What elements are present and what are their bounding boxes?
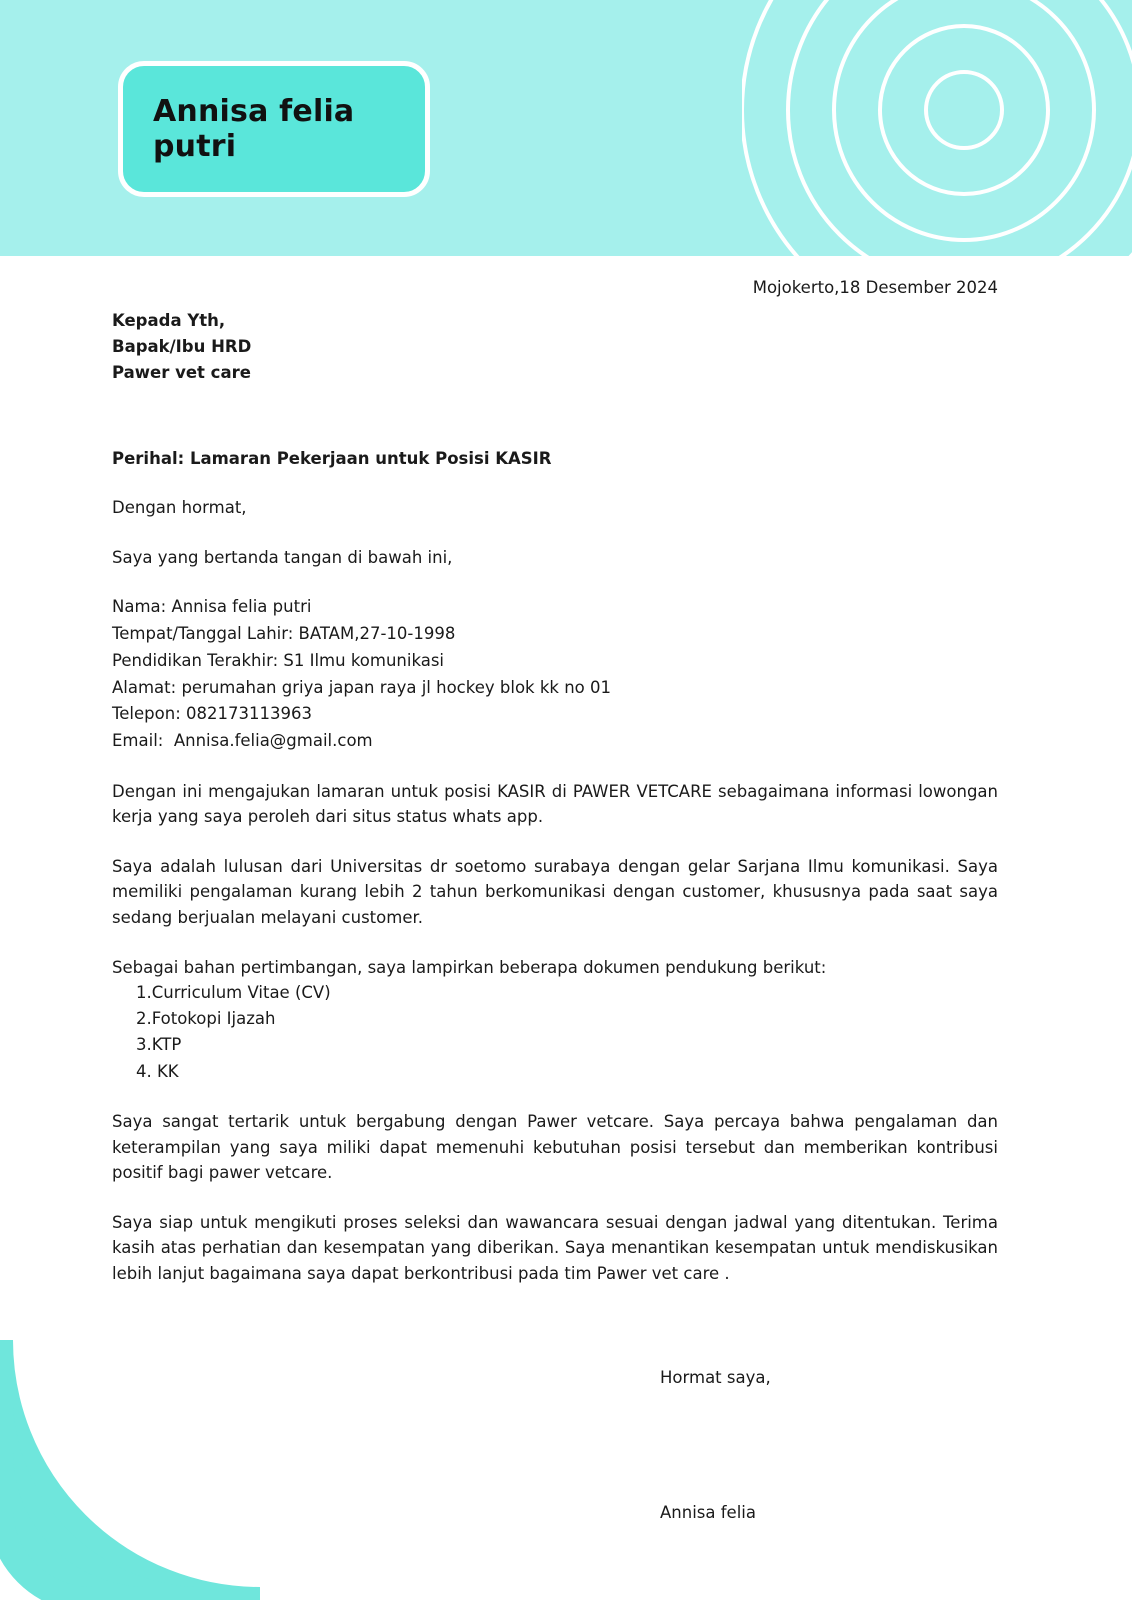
concentric-circles-icon — [742, 0, 1132, 256]
personal-details — [112, 594, 998, 754]
recipient-line-1: Kepada Yth, — [112, 311, 226, 331]
detail-email: Email: Annisa.felia@gmail.com — [112, 731, 373, 751]
paragraph-interest: Saya sangat tertarik untuk bergabung dengan Pawer vetcare. Saya percaya bahwa pengalaman dan keterampilan yang saya miliki dapat memenuhi kebutuhan posisi tersebut dan memberikan kontribusi positif bagi pawer vetcare. — [112, 1112, 998, 1183]
closing-salutation: Hormat saya, — [660, 1367, 771, 1387]
list-item: 2.Fotokopi Ijazah — [136, 1009, 276, 1029]
list-item: 3.KTP — [136, 1035, 182, 1055]
paragraph-application: Dengan ini mengajukan lamaran untuk posisi KASIR di PAWER VETCARE sebagaimana informasi lowongan kerja yang saya peroleh dari situs status whats app. — [112, 781, 998, 827]
subject-line: Perihal: Lamaran Pekerjaan untuk Posisi KASIR — [112, 449, 552, 469]
list-item: 1.Curriculum Vitae (CV) — [136, 982, 331, 1002]
recipient-block — [112, 308, 998, 386]
paragraph-closing: Saya siap untuk mengikuti proses seleksi dan wawancara sesuai dengan jadwal yang ditentukan. Terima kasih atas perhatian dan kesempatan yang diberikan. Saya menantikan kesempatan untuk mendiskusikan lebih lanjut bagaimana saya dapat berkontribusi pada tim Pawer vet care . — [112, 1212, 998, 1284]
list-item: 4. KK — [136, 1061, 179, 1081]
detail-address: Alamat: perumahan griya japan raya jl hockey blok kk no 01 — [112, 677, 611, 697]
attachments-intro: Sebagai bahan pertimbangan, saya lampirkan beberapa dokumen pendukung berikut: — [112, 957, 827, 977]
detail-education: Pendidikan Terakhir: S1 Ilmu komunikasi — [112, 650, 445, 670]
attachments-list — [112, 980, 998, 1086]
letter-body — [112, 256, 998, 1525]
intro-line: Saya yang bertanda tangan di bawah ini, — [112, 547, 453, 567]
detail-birth: Tempat/Tanggal Lahir: BATAM,27-10-1998 — [112, 624, 456, 644]
recipient-line-3: Pawer vet care — [112, 363, 251, 383]
recipient-line-2: Bapak/Ibu HRD — [112, 337, 252, 357]
signature-name: Annisa felia — [660, 1502, 756, 1522]
header-band — [0, 0, 1132, 256]
detail-nama: Nama: Annisa felia putri — [112, 597, 312, 617]
paragraph-background: Saya adalah lulusan dari Universitas dr soetomo surabaya dengan gelar Sarjana Ilmu komunikasi. Saya memiliki pengalaman kurang lebih 2 tahun berkomunikasi dengan customer, khususnya pada saat saya sedang berjualan melayani customer. — [112, 856, 998, 928]
salutation: Dengan hormat, — [112, 498, 247, 518]
detail-phone: Telepon: 082173113963 — [112, 704, 312, 724]
date-line: Mojokerto,18 Desember 2024 — [752, 278, 998, 297]
name-badge — [118, 61, 430, 197]
applicant-name: Annisa felia putri — [153, 94, 355, 164]
